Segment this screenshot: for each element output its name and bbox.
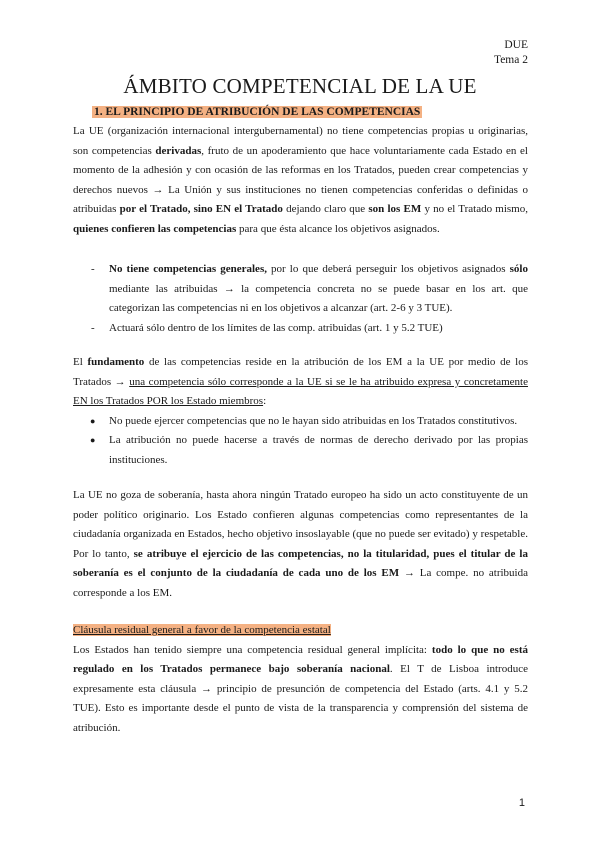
p1-bold-3: son los EM [368, 203, 422, 216]
page-title: ÁMBITO COMPETENCIAL DE LA UE [123, 74, 477, 98]
dash-list [73, 260, 528, 338]
page-header [494, 38, 528, 68]
page-number: 1 [518, 797, 525, 809]
p3-text-1: La UE no goza de soberanía, hasta ahora ningún Tratado europeo ha sido un acto constituyente de un poder político originario. Los Estado confieren algunas competencias como representantes de la ciudadanía organizada en Estados, hecho objetivo insoslayable (que no puede ser evitado) y respetable. Por lo tanto, [73, 489, 528, 560]
dash-item-1-bold-1: No tiene competencias generales, [109, 263, 267, 275]
p1-text-1: La UE (organización internacional intergubernamental) no tiene competencias propias u originarias, son competencias [73, 125, 528, 157]
p2-text-2: de las competencias reside en la atribución de los EM a la UE por medio de los Tratados → [73, 356, 528, 388]
header-course: DUE [504, 39, 528, 51]
bullet-list-item [73, 412, 528, 432]
bullet-item-2-text: La atribución no puede hacerse a través de normas de derecho derivado por las propias instituciones. [109, 434, 528, 466]
paragraph-3 [73, 486, 528, 604]
bullet-icon: ● [90, 435, 96, 446]
p1-text-4: y no el Tratado mismo, [421, 203, 528, 216]
paragraph-1 [73, 122, 528, 240]
bullet-icon: ● [90, 415, 96, 426]
bullet-item-1-text: No puede ejercer competencias que no le hayan sido atribuidas en los Tratados constitutivos. [109, 414, 518, 427]
p1-bold-1: derivadas [155, 144, 202, 157]
dash-item-1-bold-2: sólo [509, 263, 528, 275]
p2-bold-1: fundamento [87, 356, 145, 368]
p3-text-2: → La compe. no atribuida corresponde a los EM. [73, 567, 528, 599]
dash-list-item [73, 260, 528, 319]
bullet-list [73, 412, 528, 471]
paragraph-4 [73, 621, 528, 739]
p1-bold-2: por el Tratado, sino EN el Tratado [119, 203, 283, 216]
bullet-list-item [73, 431, 528, 470]
p1-bold-4: quienes confieren las competencias [73, 222, 237, 235]
p4-text-1: Los Estados han tenido siempre una competencia residual general implícita: [73, 643, 432, 656]
dash-marker: - [91, 263, 95, 275]
p3-bold-1: se atribuye el ejercicio de las competencias, no la titularidad, pues el titular de la soberanía es el conjunto de la ciudadanía de cada uno de los EM [73, 547, 528, 580]
paragraph-2 [73, 353, 528, 471]
section-heading: 1. EL PRINCIPIO DE ATRIBUCIÓN DE LAS COMPETENCIAS [94, 106, 421, 118]
dash-marker: - [91, 321, 95, 334]
dash-item-1-text-1: por lo que deberá perseguir los objetivos asignados [266, 263, 510, 275]
p2-text-1: El [73, 356, 88, 368]
dash-list-block [73, 260, 528, 338]
dash-list-item [73, 319, 528, 339]
p2-text-3: : [263, 395, 267, 408]
dash-item-2-text-1: Actuará sólo dentro de los límites de las comp. atribuidas (art. 1 y 5.2 TUE) [109, 321, 443, 334]
header-topic: Tema 2 [493, 54, 528, 66]
p2-underlined: una competencia sólo corresponde a la UE si se le ha atribuido expresa y concretamente EN los Tratados POR los Estado miembros [73, 375, 528, 408]
p4-bold-1: todo lo que no está regulado en los Tratados permanece bajo soberanía nacional [73, 643, 528, 676]
p1-text-5: para que ésta alcance los objetivos asignados. [236, 222, 440, 235]
subheading: Cláusula residual general a favor de la competencia estatal [73, 624, 331, 636]
p4-text-2: . El T de Lisboa introduce expresamente esta cláusula → principio de presunción de competencia del Estado (arts. 4.1 y 5.2 TUE). Esto es importante desde el punto de vista de la transparencia y comprensión del sistema de atribución. [73, 663, 528, 734]
dash-item-1-text-2: mediante las atribuidas → la competencia concreta no se puede basar en los art. que categorizan las competencias ni en los objetivos a alcanzar (art. 2-6 y 3 TUE). [109, 282, 528, 315]
p1-text-3: dejando claro que [282, 203, 369, 216]
p1-text-2: , fruto de un apoderamiento que hace voluntariamente cada Estado en el momento de la adhesión y con ocasión de las reformas en los Tratados, pueden crear competencias y derechos nuevos → La Unión y sus instituciones no tienen competencias conferidas o definidas o atribuidas [73, 144, 528, 216]
